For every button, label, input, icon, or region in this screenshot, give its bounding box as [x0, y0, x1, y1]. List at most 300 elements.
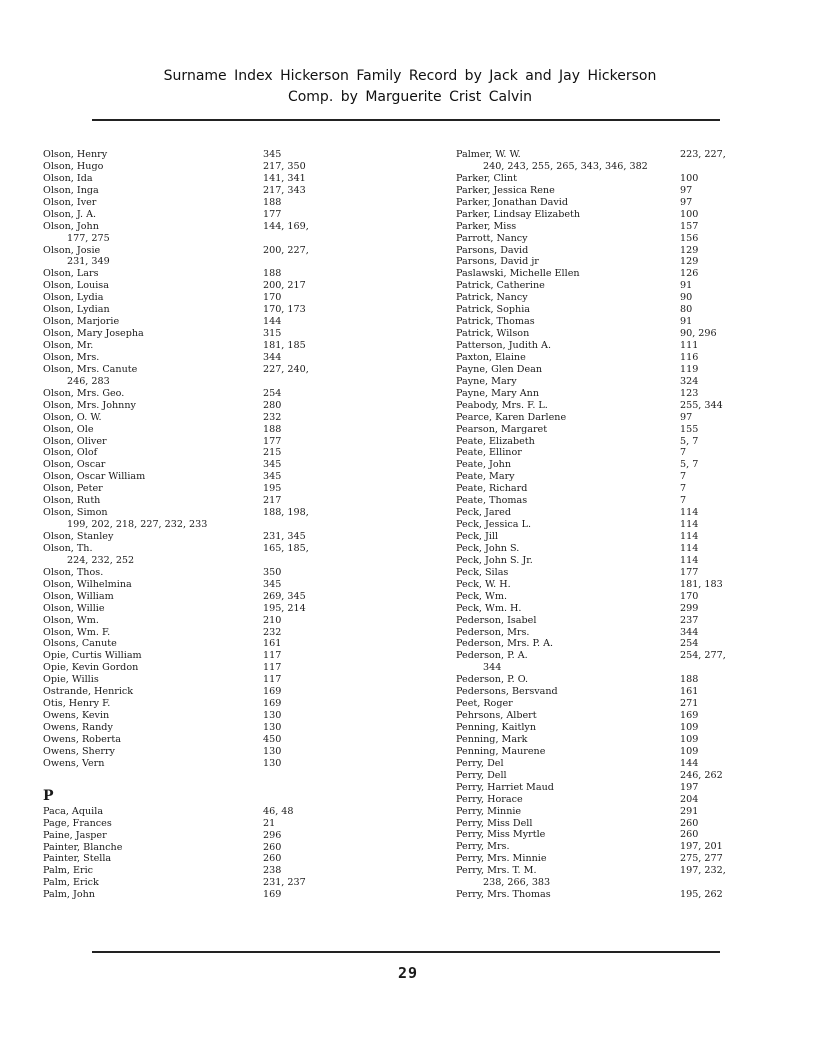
entry-pages: 126 [680, 268, 699, 280]
entry-name: Payne, Glen Dean [456, 363, 543, 375]
entry-pages: 296 [263, 829, 282, 841]
index-entry-continuation [456, 877, 756, 889]
entry-pages: 111 [680, 340, 699, 351]
entry-name: Olson, Willie [43, 602, 105, 614]
index-entry [456, 459, 756, 471]
entry-pages: 345 [263, 149, 282, 160]
entry-pages: 344 [680, 626, 699, 638]
entry-pages: 177 [263, 208, 282, 220]
index-entry [43, 686, 363, 698]
index-entry [456, 149, 756, 161]
entry-name: Olson, Ruth [43, 495, 101, 507]
entry-pages: 231, 237 [263, 877, 306, 889]
entry-pages: 324 [680, 375, 699, 387]
entry-pages: 130 [263, 710, 282, 722]
index-entry [456, 603, 756, 615]
index-entry [456, 591, 756, 603]
entry-name: Olson, John [43, 220, 99, 232]
entry-pages: 246, 262 [680, 769, 723, 781]
entry-pages: 7 [680, 483, 687, 495]
section-spacer [43, 770, 363, 782]
entry-name: 199, 202, 218, 227, 232, 233 [67, 519, 208, 531]
index-entry-continuation [456, 662, 756, 674]
index-entry [43, 842, 363, 854]
index-entry [456, 388, 756, 400]
entry-name: Painter, Blanche [43, 841, 123, 853]
left-index-column [43, 149, 363, 901]
entry-pages: 130 [263, 745, 282, 757]
index-entry [43, 507, 363, 519]
entry-name: Parker, Jonathan David [456, 196, 568, 208]
index-entry [43, 388, 363, 400]
entry-pages: 97 [680, 411, 693, 423]
entry-pages: 177 [263, 435, 282, 447]
entry-name: Olson, Lydia [43, 292, 104, 304]
entry-pages: 232 [263, 626, 282, 638]
entry-pages: 130 [263, 757, 282, 769]
entry-name: Olson, Iver [43, 196, 97, 208]
entry-pages: 109 [680, 733, 699, 745]
entry-name: Peate, Ellinor [456, 447, 522, 459]
index-entry [43, 471, 363, 483]
bottom-rule [92, 951, 720, 953]
entry-name: Perry, Harriet Maud [456, 781, 554, 793]
entry-name: Olson, Oscar [43, 459, 106, 471]
entry-pages: 114 [680, 554, 699, 566]
index-entry [43, 543, 363, 555]
entry-pages: 155 [680, 423, 699, 435]
index-entry-continuation [43, 256, 363, 268]
entry-name: Pederson, Mrs. [456, 626, 530, 638]
index-entry [456, 841, 756, 853]
entry-pages: 7 [680, 447, 687, 459]
entry-pages: 254 [680, 638, 699, 650]
index-entry [456, 424, 756, 436]
page-number: 29 [397, 964, 419, 982]
entry-pages: 254, 277, [680, 650, 726, 662]
index-entry [456, 818, 756, 830]
index-entry [456, 268, 756, 280]
entry-pages: 215 [263, 447, 282, 459]
entry-pages: 195, 262 [680, 889, 723, 901]
index-entry [456, 853, 756, 865]
index-entry [456, 316, 756, 328]
index-entry [456, 364, 756, 376]
index-title: Surname Index Hickerson Family Record by Jack and Jay Hickerson [163, 68, 657, 84]
entry-name: Peate, Elizabeth [456, 435, 535, 447]
entry-name: Opie, Kevin Gordon [43, 662, 139, 674]
entry-name: Peck, Wm. [456, 590, 507, 602]
index-entry [43, 603, 363, 615]
entry-pages: 161 [680, 686, 699, 698]
index-entry [456, 233, 756, 245]
entry-pages: 170, 173 [263, 304, 306, 316]
entry-name: Perry, Mrs. T. M. [456, 865, 537, 877]
entry-pages: 217, 343 [263, 184, 306, 196]
index-entry [456, 400, 756, 412]
entry-pages: 5, 7 [680, 459, 699, 471]
entry-pages: 129 [680, 256, 699, 268]
entry-name: Peck, W. H. [456, 578, 511, 590]
index-entry [456, 197, 756, 209]
entry-name: Olson, Ida [43, 172, 93, 184]
entry-name: Patrick, Sophia [456, 304, 530, 316]
index-entry [43, 149, 363, 161]
entry-pages: 80 [680, 304, 693, 316]
index-entry [43, 567, 363, 579]
entry-pages: 223, 227, [680, 149, 726, 160]
index-entry [43, 758, 363, 770]
index-subtitle: Comp. by Marguerite Crist Calvin [287, 89, 533, 105]
index-entry [456, 615, 756, 627]
entry-pages: 197, 201 [680, 841, 723, 853]
index-entry [43, 436, 363, 448]
entry-name: Olson, Mrs. Geo. [43, 387, 125, 399]
index-entry [456, 722, 756, 734]
entry-name: Owens, Vern [43, 757, 105, 769]
entry-pages: 144, 169, [263, 220, 309, 232]
entry-name: Parker, Lindsay Elizabeth [456, 208, 581, 220]
index-entry-continuation [43, 519, 363, 531]
entry-name: Pearce, Karen Darlene [456, 411, 567, 423]
entry-name: Patrick, Thomas [456, 316, 535, 328]
index-entry [456, 674, 756, 686]
entry-name: Owens, Randy [43, 722, 113, 733]
index-entry [456, 638, 756, 650]
entry-name: 177, 275 [67, 232, 110, 244]
index-entry-continuation [43, 376, 363, 388]
entry-pages: 117 [263, 662, 282, 674]
entry-name: Peet, Roger [456, 698, 513, 710]
entry-pages: 117 [263, 650, 282, 662]
entry-name: Olson, Inga [43, 184, 99, 196]
entry-pages: 170 [680, 590, 699, 602]
entry-name: 238, 266, 383 [483, 877, 551, 889]
index-entry-continuation [43, 555, 363, 567]
entry-pages: 255, 344 [680, 399, 723, 411]
entry-pages: 114 [680, 531, 699, 542]
entry-pages: 450 [263, 733, 282, 745]
index-entry [456, 412, 756, 424]
entry-pages: 210 [263, 614, 282, 626]
entry-name: Olson, Mary Josepha [43, 328, 144, 340]
entry-pages: 177 [680, 566, 699, 578]
index-entry [43, 877, 363, 889]
entry-pages: 260 [263, 841, 282, 853]
index-entry [456, 686, 756, 698]
index-entry [43, 734, 363, 746]
top-rule [92, 119, 720, 121]
entry-name: Olson, Olof [43, 447, 98, 459]
entry-pages: 217 [263, 495, 282, 507]
index-entry [43, 221, 363, 233]
entry-name: 246, 283 [67, 375, 110, 387]
index-entry [456, 256, 756, 268]
index-entry [43, 197, 363, 209]
index-entry [43, 531, 363, 543]
entry-pages: 169 [263, 889, 282, 901]
entry-name: Olson, J. A. [43, 208, 97, 220]
entry-name: 231, 349 [67, 256, 110, 268]
index-entry [43, 650, 363, 662]
index-entry [456, 376, 756, 388]
index-entry [456, 579, 756, 591]
entry-name: Paca, Aquila [43, 805, 104, 817]
entry-pages: 344 [263, 351, 282, 363]
entry-pages: 169 [680, 710, 699, 722]
entry-pages: 280 [263, 399, 282, 411]
entry-pages: 260 [680, 829, 699, 841]
index-entry [43, 889, 363, 901]
entry-name: Olson, Thos. [43, 566, 104, 578]
index-entry [43, 424, 363, 436]
entry-name: Penning, Kaitlyn [456, 722, 537, 733]
entry-pages: 188 [680, 674, 699, 686]
entry-pages: 169 [263, 698, 282, 710]
entry-name: Olson, Mrs. Johnny [43, 399, 136, 411]
entry-name: Pederson, Mrs. P. A. [456, 638, 554, 650]
entry-name: Perry, Del [456, 757, 504, 769]
entry-pages: 114 [680, 542, 699, 554]
index-entry [43, 853, 363, 865]
entry-pages: 232 [263, 411, 282, 423]
index-entry [456, 221, 756, 233]
entry-name: Parrott, Nancy [456, 232, 528, 244]
entry-name: Palm, John [43, 889, 95, 901]
entry-pages: 227, 240, [263, 363, 309, 375]
index-entry [456, 865, 756, 877]
entry-name: Peate, Thomas [456, 495, 528, 507]
entry-pages: 144 [680, 757, 699, 769]
index-entry [456, 555, 756, 567]
entry-name: Peck, Jill [456, 531, 499, 542]
entry-name: Olson, O. W. [43, 411, 102, 423]
entry-name: Opie, Willis [43, 674, 99, 686]
entry-name: Palm, Erick [43, 877, 99, 889]
entry-name: Paine, Jasper [43, 829, 107, 841]
entry-name: Owens, Roberta [43, 733, 121, 745]
entry-name: Painter, Stella [43, 853, 112, 865]
entry-name: Peck, Silas [456, 566, 509, 578]
entry-name: Pedersons, Bersvand [456, 686, 558, 698]
entry-pages: 197 [680, 781, 699, 793]
index-entry [43, 710, 363, 722]
entry-pages: 237 [680, 614, 699, 626]
entry-name: Otis, Henry F. [43, 698, 111, 710]
entry-name: Olson, Henry [43, 149, 108, 160]
entry-name: Olson, Th. [43, 542, 93, 554]
entry-name: Olson, William [43, 590, 114, 602]
entry-pages: 269, 345 [263, 590, 306, 602]
entry-name: Peate, Mary [456, 471, 515, 483]
index-entry [43, 627, 363, 639]
entry-pages: 161 [263, 638, 282, 650]
index-entry [456, 782, 756, 794]
entry-pages: 195 [263, 483, 282, 495]
entry-pages: 200, 227, [263, 244, 309, 256]
entry-pages: 217, 350 [263, 160, 306, 172]
index-entry [456, 209, 756, 221]
right-index-column [456, 149, 756, 901]
entry-pages: 260 [680, 817, 699, 829]
index-entry [456, 758, 756, 770]
entry-name: Perry, Mrs. Thomas [456, 889, 551, 901]
entry-pages: 144 [263, 316, 282, 328]
entry-name: Olson, Lydian [43, 304, 110, 316]
entry-pages: 119 [680, 363, 699, 375]
entry-pages: 254 [263, 387, 282, 399]
index-entry [43, 328, 363, 340]
index-entry [456, 483, 756, 495]
index-entry [456, 806, 756, 818]
entry-name: Perry, Minnie [456, 805, 522, 817]
entry-name: Parsons, David [456, 244, 529, 256]
entry-pages: 260 [263, 853, 282, 865]
entry-name: Paslawski, Michelle Ellen [456, 268, 580, 280]
entry-pages: 7 [680, 495, 687, 507]
index-entry [456, 710, 756, 722]
index-entry [456, 507, 756, 519]
entry-pages: 181, 185 [263, 340, 306, 351]
entry-pages: 299 [680, 602, 699, 614]
entry-name: 344 [483, 662, 502, 674]
entry-pages: 345 [263, 578, 282, 590]
entry-name: Olson, Wm. F. [43, 626, 111, 638]
entry-name: Owens, Kevin [43, 710, 110, 722]
index-entry [43, 638, 363, 650]
entry-name: Olson, Oscar William [43, 471, 146, 483]
index-entry [456, 543, 756, 555]
entry-name: Perry, Mrs. Minnie [456, 853, 547, 865]
entry-pages: 156 [680, 232, 699, 244]
entry-name: Peck, John S. [456, 542, 520, 554]
index-entry [456, 280, 756, 292]
index-entry [43, 483, 363, 495]
index-entry [456, 698, 756, 710]
entry-name: Palm, Eric [43, 865, 94, 877]
index-entry [456, 292, 756, 304]
entry-name: Payne, Mary [456, 375, 517, 387]
entry-pages: 100 [680, 172, 699, 184]
entry-name: Olson, Hugo [43, 160, 104, 172]
index-entry [43, 412, 363, 424]
entry-name: Olson, Mrs. Canute [43, 363, 138, 375]
entry-pages: 188 [263, 196, 282, 208]
entry-pages: 141, 341 [263, 172, 306, 184]
entry-name: Perry, Dell [456, 769, 507, 781]
index-entry [456, 185, 756, 197]
index-entry [456, 829, 756, 841]
entry-pages: 165, 185, [263, 542, 309, 554]
entry-name: Olson, Ole [43, 423, 94, 435]
entry-name: Page, Frances [43, 817, 112, 829]
entry-pages: 238 [263, 865, 282, 877]
page-header [90, 66, 730, 108]
index-entry [43, 292, 363, 304]
entry-pages: 90 [680, 292, 693, 304]
entry-name: Pederson, P. A. [456, 650, 528, 662]
entry-pages: 129 [680, 244, 699, 256]
index-entry [43, 806, 363, 818]
index-entry [456, 436, 756, 448]
entry-pages: 188 [263, 423, 282, 435]
entry-pages: 188, 198, [263, 507, 309, 519]
entry-pages: 91 [680, 280, 693, 292]
entry-name: Patrick, Nancy [456, 292, 528, 304]
entry-name: Peck, John S. Jr. [456, 554, 533, 566]
entry-name: Olson, Peter [43, 483, 103, 495]
entry-name: Payne, Mary Ann [456, 387, 540, 399]
index-entry [43, 698, 363, 710]
index-entry-continuation [43, 233, 363, 245]
entry-pages: 188 [263, 268, 282, 280]
entry-name: Olson, Stanley [43, 531, 114, 542]
entry-name: Pederson, P. O. [456, 674, 529, 686]
index-entry [43, 495, 363, 507]
entry-pages: 345 [263, 459, 282, 471]
index-entry-continuation [456, 161, 756, 173]
entry-name: Owens, Sherry [43, 745, 115, 757]
entry-pages: 7 [680, 471, 687, 483]
entry-name: Ostrande, Henrick [43, 686, 134, 698]
index-entry [456, 627, 756, 639]
index-entry [456, 531, 756, 543]
entry-name: Peck, Wm. H. [456, 602, 522, 614]
entry-pages: 91 [680, 316, 693, 328]
index-entry [43, 615, 363, 627]
entry-pages: 116 [680, 351, 699, 363]
entry-name: Olson, Louisa [43, 280, 109, 292]
entry-name: Perry, Mrs. [456, 841, 510, 853]
index-entry [43, 304, 363, 316]
index-entry [456, 650, 756, 662]
entry-pages: 130 [263, 722, 282, 733]
entry-pages: 46, 48 [263, 805, 294, 817]
entry-name: Parker, Clint [456, 172, 517, 184]
index-entry [456, 519, 756, 531]
entry-pages: 345 [263, 471, 282, 483]
entry-name: Peabody, Mrs. F. L. [456, 399, 548, 411]
index-entry [456, 889, 756, 901]
entry-pages: 197, 232, [680, 865, 726, 877]
index-entry [43, 316, 363, 328]
entry-pages: 114 [680, 507, 699, 519]
entry-name: Pederson, Isabel [456, 614, 537, 626]
entry-pages: 275, 277 [680, 853, 723, 865]
index-entry [43, 591, 363, 603]
index-entry [456, 328, 756, 340]
entry-name: Olson, Simon [43, 507, 108, 519]
index-entry [456, 340, 756, 352]
index-entry [456, 245, 756, 257]
index-entry [43, 579, 363, 591]
entry-pages: 271 [680, 698, 699, 710]
entry-name: 224, 232, 252 [67, 554, 135, 566]
index-entry [43, 245, 363, 257]
index-entry [43, 209, 363, 221]
entry-name: Peck, Jessica L. [456, 519, 531, 531]
entry-pages: 169 [263, 686, 282, 698]
entry-name: Peck, Jared [456, 507, 511, 519]
index-entry [43, 185, 363, 197]
entry-pages: 200, 217 [263, 280, 306, 292]
entry-name: 240, 243, 255, 265, 343, 346, 382 [483, 160, 648, 172]
entry-pages: 231, 345 [263, 531, 306, 542]
index-entry [43, 674, 363, 686]
entry-name: Penning, Maurene [456, 745, 546, 757]
index-entry [43, 364, 363, 376]
entry-name: Patrick, Wilson [456, 328, 530, 340]
